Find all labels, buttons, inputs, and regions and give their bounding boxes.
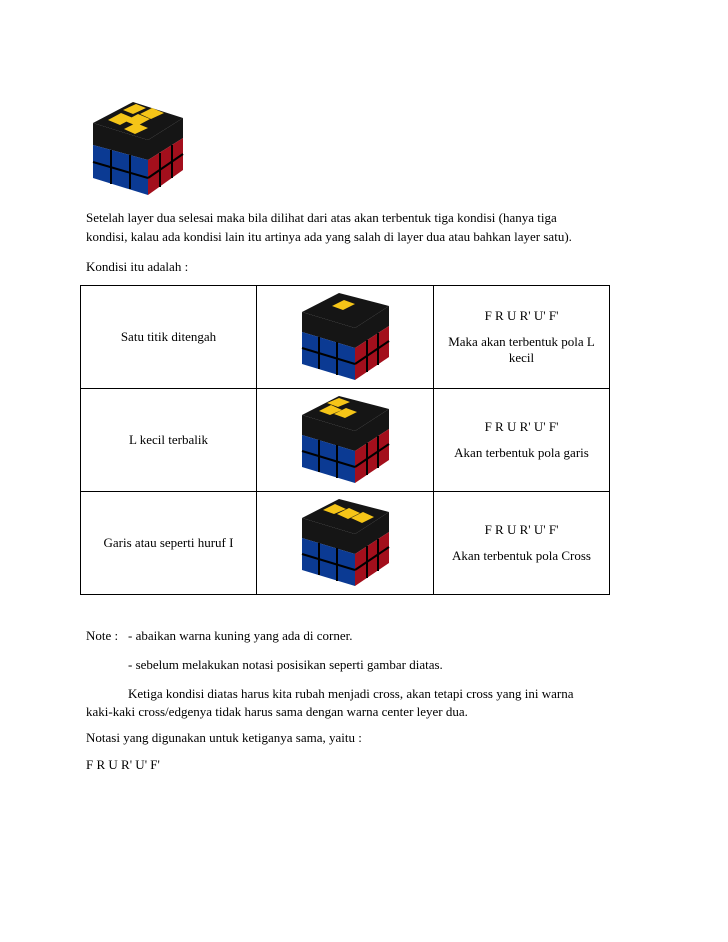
result-text: Akan terbentuk pola garis	[454, 445, 589, 460]
intro-paragraph	[86, 208, 646, 246]
notation-cell	[434, 492, 610, 595]
condition-name: Garis atau seperti huruf I	[103, 535, 234, 550]
rubiks-cube-l-pattern	[297, 393, 393, 487]
notation-text: F R U R' U' F'	[484, 522, 559, 537]
table-row	[81, 492, 610, 595]
kondisi-label: Kondisi itu adalah :	[86, 259, 189, 274]
rubiks-cube-dot-pattern	[297, 290, 393, 384]
cube-image-cell	[257, 389, 434, 492]
condition-name-cell	[81, 492, 257, 595]
notasi-label: Notasi yang digunakan untuk ketiganya sama, yaitu :	[86, 730, 362, 745]
table-row	[81, 286, 610, 389]
note-item-1: - abaikan warna kuning yang ada di corner.	[128, 628, 353, 643]
notation-cell	[434, 286, 610, 389]
table-row	[81, 389, 610, 492]
notasi-value: F R U R' U' F'	[86, 757, 160, 772]
condition-name: Satu titik ditengah	[120, 329, 217, 344]
intro-line-2: kondisi, kalau ada kondisi lain itu artinya ada yang salah di layer dua atau bahkan layer satu).	[86, 229, 572, 244]
condition-name-cell	[81, 389, 257, 492]
rubiks-cube-line-pattern	[297, 496, 393, 590]
notation-cell	[434, 389, 610, 492]
note-prefix: Note :	[86, 628, 119, 643]
note-item-3-line-1: Ketiga kondisi diatas harus kita rubah menjadi cross, akan tetapi cross yang ini warna	[128, 686, 574, 701]
result-text: Akan terbentuk pola Cross	[451, 548, 591, 563]
kondisi-table	[80, 285, 610, 595]
notation-text: F R U R' U' F'	[484, 308, 559, 323]
condition-name-cell	[81, 286, 257, 389]
intro-line-1: Setelah layer dua selesai maka bila dilihat dari atas akan terbentuk tiga kondisi (hanya tiga	[86, 210, 557, 225]
rubiks-cube-plus-pattern	[88, 98, 188, 202]
note-item-3-line-2: kaki-kaki cross/edgenya tidak harus sama dengan warna center leyer dua.	[86, 704, 468, 719]
cube-image-cell	[257, 492, 434, 595]
result-text: Maka akan terbentuk pola L kecil	[448, 334, 595, 365]
cube-image-cell	[257, 286, 434, 389]
cube-image-plus	[88, 98, 188, 202]
condition-name: L kecil terbalik	[129, 432, 208, 447]
notation-text: F R U R' U' F'	[484, 419, 559, 434]
note-item-2: - sebelum melakukan notasi posisikan seperti gambar diatas.	[128, 657, 443, 672]
